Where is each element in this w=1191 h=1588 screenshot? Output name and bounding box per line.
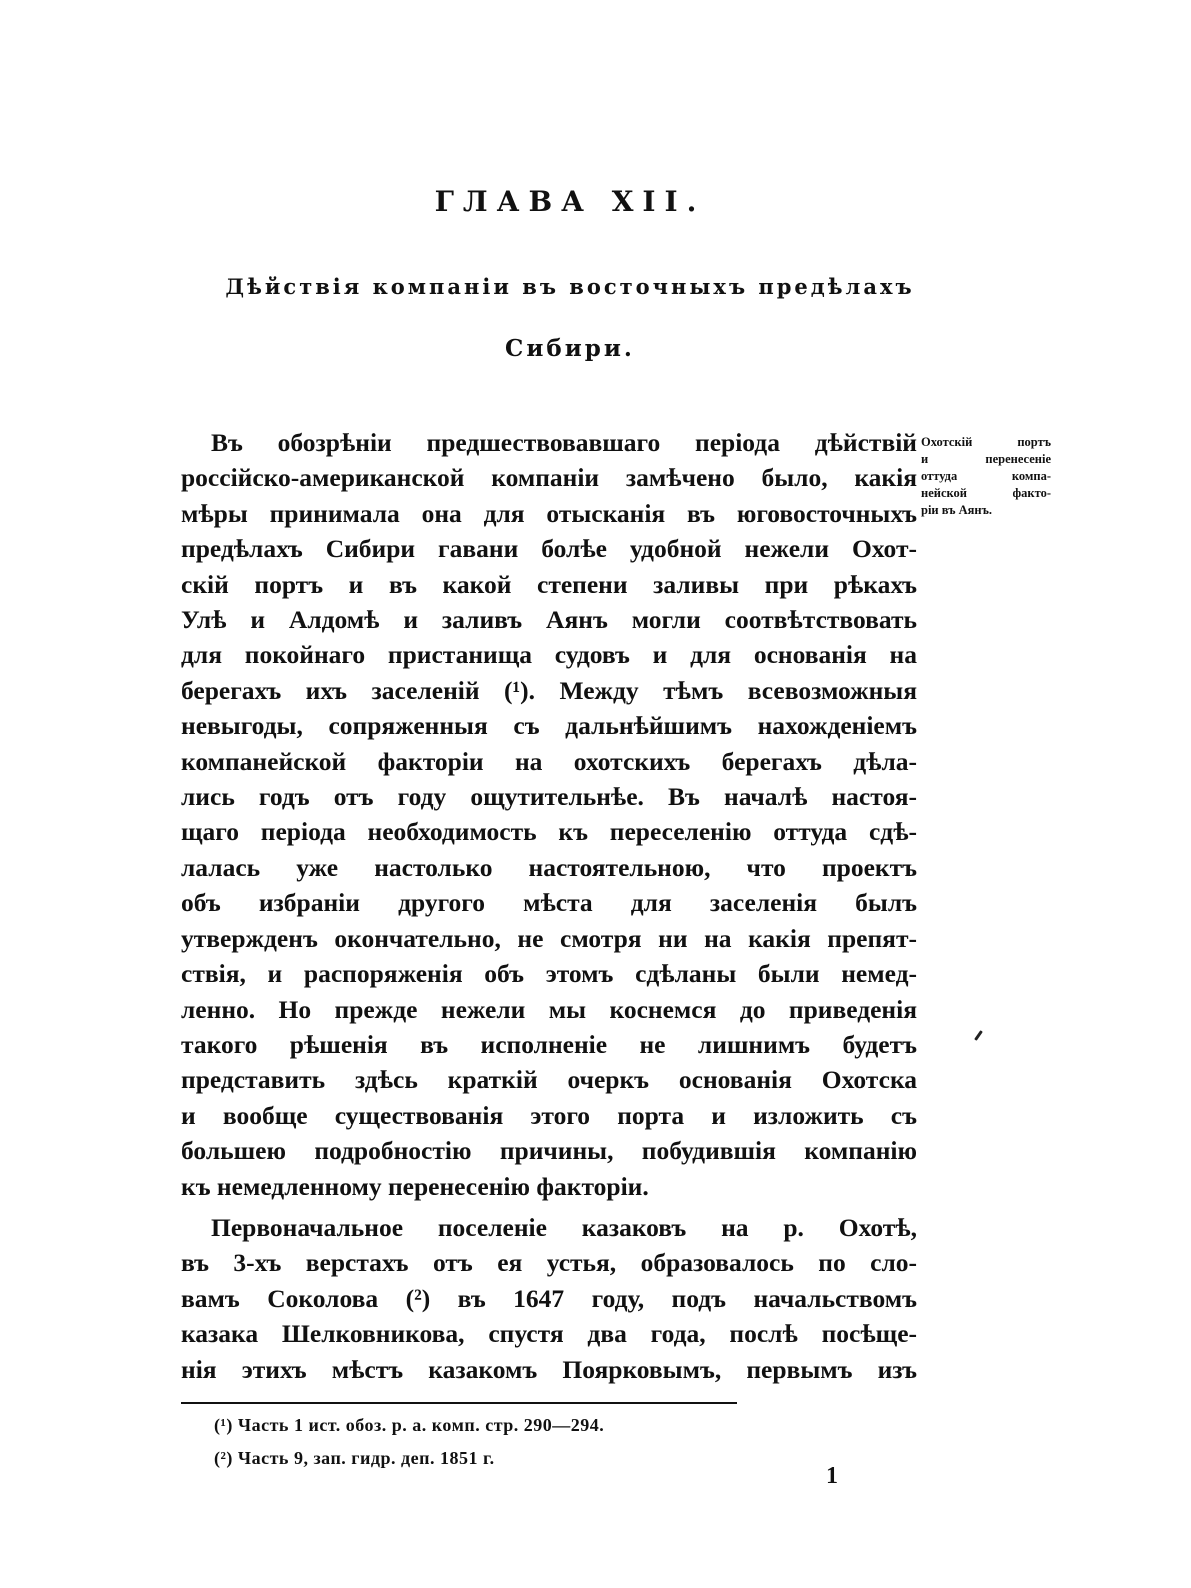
text-line: берегахъ ихъ заселеній (¹). Между тѣмъ всевозможныя — [181, 675, 917, 705]
text-line: лалась уже настолько настоятельною, что проектъ — [181, 852, 917, 882]
text-line: Улѣ и Алдомѣ и заливъ Аянъ могли соотвѣтствовать — [181, 605, 917, 635]
text-line: для покойнаго пристанища судовъ и для основанія на — [181, 640, 917, 670]
body-text — [181, 425, 917, 1387]
text-line: вамъ Соколова (²) въ 1647 году, подъ начальствомъ — [181, 1283, 917, 1313]
margin-note-line: Охотскій портъ — [921, 435, 1051, 449]
text-line: и вообще существованія этого порта и изложить съ — [181, 1100, 917, 1130]
chapter-title: ГЛАВА XII. — [434, 185, 706, 218]
margin-note-line: нейской факто- — [921, 486, 1051, 500]
text-line: компанейской факторіи на охотскихъ берегахъ дѣла- — [181, 746, 917, 776]
text-line: скій портъ и въ какой степени заливы при рѣкахъ — [181, 569, 917, 599]
text-line: щаго періода необходимость къ переселенію оттуда сдѣ- — [181, 817, 917, 847]
chapter-subtitle-line-1: Дѣйствія компаніи въ восточныхъ предѣлахъ — [225, 274, 915, 299]
text-line: нія этихъ мѣстъ казакомъ Поярковымъ, первымъ изъ — [181, 1354, 917, 1384]
text-line: представить здѣсь краткій очеркъ основанія Охотска — [181, 1065, 917, 1095]
paragraph-1 — [181, 425, 917, 1204]
text-line: въ 3-хъ верстахъ отъ ея устья, образовалось по сло- — [181, 1248, 917, 1278]
footnote-2: (²) Часть 9, зап. гидр. деп. 1851 г. — [214, 1448, 495, 1468]
footnotes — [214, 1409, 914, 1475]
text-line: объ избраніи другого мѣста для заселенія былъ — [181, 888, 917, 918]
margin-note — [921, 434, 1051, 519]
text-line: россійско-американской компаніи замѣчено было, какія — [181, 463, 917, 493]
text-line: ствія, и распоряженія объ этомъ сдѣланы были немед- — [181, 959, 917, 989]
text-line: невыгоды, сопряженныя съ дальнѣйшимъ нахожденіемъ — [181, 711, 917, 741]
text-line: такого рѣшенія въ исполненіе не лишнимъ будетъ — [181, 1029, 917, 1059]
text-line: большею подробностію причины, побудившія компанію — [181, 1136, 917, 1166]
text-line: ленно. Но прежде нежели мы коснемся до приведенія — [181, 994, 917, 1024]
page-signature: 1 — [826, 1463, 838, 1489]
margin-note-line: оттуда компа- — [921, 469, 1051, 483]
paragraph-2 — [181, 1210, 917, 1387]
text-line: казака Шелковникова, спустя два года, послѣ посѣще- — [181, 1319, 917, 1349]
footnote-divider — [181, 1402, 737, 1404]
text-line: утвержденъ окончательно, не смотря ни на какія препят- — [181, 923, 917, 953]
text-line: мѣры принимала она для отысканія въ юговосточныхъ — [181, 498, 917, 528]
chapter-subtitle-line-2: Сибири. — [505, 335, 635, 362]
margin-note-line: и перенесеніе — [921, 452, 1051, 466]
footnote-1: (¹) Часть 1 ист. обоз. р. а. комп. стр. 290—294. — [214, 1415, 605, 1435]
margin-note-line: ріи въ Аянъ. — [921, 503, 993, 517]
text-line: предѣлахъ Сибири гавани болѣе удобной нежели Охот- — [181, 534, 917, 564]
text-line: къ немедленному перенесенію факторіи. — [181, 1171, 649, 1201]
chapter-subtitle — [0, 270, 1140, 366]
text-line: Въ обозрѣніи предшествовавшаго періода дѣйствій — [211, 428, 917, 457]
text-line: лись годъ отъ году ощутительнѣе. Въ началѣ настоя- — [181, 782, 917, 812]
text-line: Первоначальное поселеніе казаковъ на р. Охотѣ, — [211, 1212, 917, 1242]
ink-speck — [974, 1030, 983, 1041]
